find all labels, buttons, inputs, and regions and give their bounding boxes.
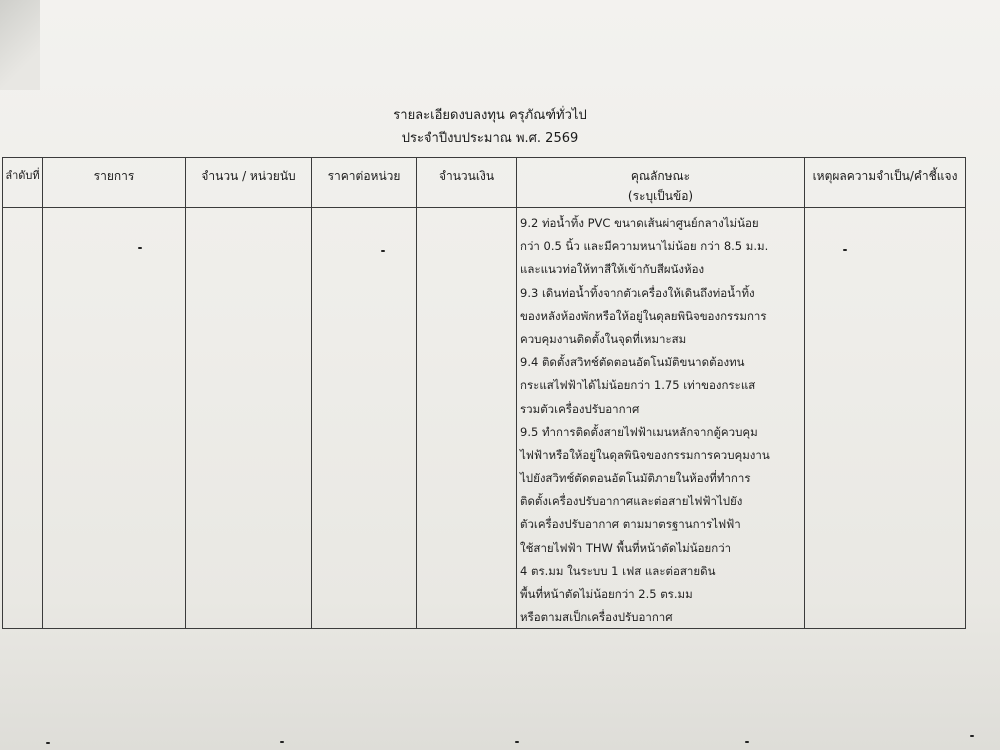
header-justification: เหตุผลความจำเป็น/คำชี้แจง [812,169,958,183]
specifications-text [520,212,802,629]
header-specifications-line-1: คุณลักษณะ [630,169,691,183]
header-specifications-line-2: (ระบุเป็นข้อ) [627,189,694,203]
budget-table [2,157,966,629]
header-sequence: ลำดับที่ [5,169,40,182]
spec-line: ตัวเครื่องปรับอากาศ ตามมาตรฐานการไฟฟ้า [520,517,741,532]
spec-line: กระแสไฟฟ้าได้ไม่น้อยกว่า 1.75 เท่าของกระแส [520,378,756,393]
header-specifications [517,166,804,206]
spec-line: ควบคุมงานติดตั้งในจุดที่เหมาะสม [520,331,687,346]
title-line-2: ประจำปีงบประมาณ พ.ศ. 2569 [401,131,579,146]
scan-mark [843,249,847,251]
scan-mark [515,741,519,743]
scan-mark [280,741,284,743]
spec-line: หรือตามสเป็กเครื่องปรับอากาศ [520,610,673,625]
spec-line: 9.4 ติดตั้งสวิทช์ตัดตอนอัตโนมัติขนาดต้องทน [520,355,745,370]
spec-line: 4 ตร.มม ในระบบ 1 เฟส และต่อสายดิน [520,563,716,578]
spec-line: ใช้สายไฟฟ้า THW พื้นที่หน้าตัดไม่น้อยกว่า [520,540,732,555]
spec-line: ไปยังสวิทช์ตัดตอนอัตโนมัติภายในห้องที่ทำการ [520,471,751,486]
scan-mark [745,741,749,743]
previous-sheet-edge [0,0,40,90]
column-divider [42,158,43,628]
scan-mark [381,250,385,252]
header-item: รายการ [93,169,135,183]
spec-line: และแนวท่อให้ทาสีให้เข้ากับสีผนังห้อง [520,262,705,277]
title-line-1: รายละเอียดงบลงทุน ครุภัณฑ์ทั่วไป [393,108,587,123]
header-unit-price: ราคาต่อหน่วย [327,169,401,183]
header-amount: จำนวนเงิน [438,169,495,183]
column-divider [416,158,417,628]
scan-mark [138,247,142,249]
scan-mark [46,742,50,744]
spec-line: ของหลังห้องพักหรือให้อยู่ในดุลยพินิจของกรรมการ [520,308,767,323]
document-title [330,104,650,150]
column-divider [516,158,517,628]
header-quantity-unit: จำนวน / หน่วยนับ [201,169,296,183]
column-divider [311,158,312,628]
spec-line: 9.3 เดินท่อน้ำทิ้งจากตัวเครื่องให้เดินถึงท่อน้ำทิ้ง [520,285,755,300]
spec-line: 9.2 ท่อน้ำทิ้ง PVC ขนาดเส้นผ่าศูนย์กลางไม่น้อย [520,216,759,230]
scan-mark [970,735,974,737]
spec-line: พื้นที่หน้าตัดไม่น้อยกว่า 2.5 ตร.มม [520,587,693,601]
spec-line: รวมตัวเครื่องปรับอากาศ [520,401,640,416]
spec-line: กว่า 0.5 นิ้ว และมีความหนาไม่น้อย กว่า 8.5 ม.ม. [520,239,769,254]
column-divider [185,158,186,628]
spec-line: 9.5 ทำการติดตั้งสายไฟฟ้าเมนหลักจากตู้ควบคุม [520,424,758,439]
column-divider [804,158,805,628]
spec-line: ติดตั้งเครื่องปรับอากาศและต่อสายไฟฟ้าไปยัง [520,494,743,509]
spec-line: ไฟฟ้าหรือให้อยู่ในดุลพินิจของกรรมการควบคุมงาน [520,447,770,462]
